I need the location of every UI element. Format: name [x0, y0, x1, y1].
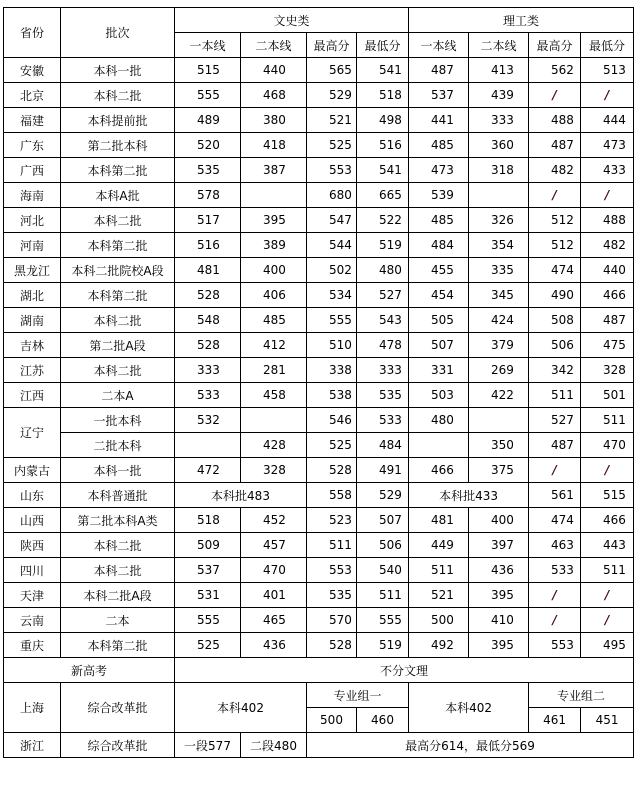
province-row — [4, 583, 634, 608]
shandong-row — [4, 483, 634, 508]
score-cell: 507 — [357, 508, 409, 533]
batch-cell: 本科二批A段 — [61, 583, 175, 608]
score-cell: 466 — [581, 508, 634, 533]
score-cell: 535 — [175, 158, 241, 183]
batch-cell: 本科第二批 — [61, 233, 175, 258]
score-cell: 520 — [175, 133, 241, 158]
score-cell: / — [581, 608, 634, 633]
batch-cell: 本科第二批 — [61, 283, 175, 308]
score-cell: 460 — [357, 708, 409, 733]
score-cell: 457 — [241, 533, 307, 558]
score-cell: 440 — [241, 58, 307, 83]
score-cell: / — [581, 83, 634, 108]
xingaokao-row — [4, 658, 634, 683]
score-cell: 354 — [469, 233, 529, 258]
province-row — [4, 533, 634, 558]
score-cell: 529 — [307, 83, 357, 108]
province-row — [4, 558, 634, 583]
province-cell: 河南 — [4, 233, 61, 258]
batch-cell: 本科一批 — [61, 458, 175, 483]
score-cell: 455 — [409, 258, 469, 283]
score-cell: / — [529, 83, 581, 108]
score-cell: 537 — [409, 83, 469, 108]
score-cell: 492 — [409, 633, 469, 658]
score-table-wrapper — [3, 7, 634, 758]
header-wenshi: 文史类 — [175, 8, 409, 33]
score-cell: 541 — [357, 158, 409, 183]
batch-cell: 本科普通批 — [61, 483, 175, 508]
score-cell: 318 — [469, 158, 529, 183]
score-cell: 480 — [409, 408, 469, 433]
batch-cell: 本科第二批 — [61, 633, 175, 658]
score-cell: 516 — [175, 233, 241, 258]
score-cell: 500 — [307, 708, 357, 733]
score-cell: / — [529, 583, 581, 608]
liaoning-row-1 — [4, 408, 634, 433]
shanghai-row-1 — [4, 683, 634, 708]
score-cell: 578 — [175, 183, 241, 208]
score-cell: / — [581, 583, 634, 608]
score-cell: 345 — [469, 283, 529, 308]
score-cell: 527 — [357, 283, 409, 308]
score-cell: 515 — [581, 483, 634, 508]
score-cell: 511 — [409, 558, 469, 583]
province-cell: 黑龙江 — [4, 258, 61, 283]
province-cell: 江苏 — [4, 358, 61, 383]
batch-cell: 二本 — [61, 608, 175, 633]
score-cell: 528 — [307, 633, 357, 658]
batch-cell: 二本A — [61, 383, 175, 408]
province-cell: 内蒙古 — [4, 458, 61, 483]
batch-cell: 综合改革批 — [61, 683, 175, 733]
score-cell: 482 — [529, 158, 581, 183]
score-cell: 473 — [409, 158, 469, 183]
score-cell: 508 — [529, 308, 581, 333]
header-col: 二本线 — [241, 33, 307, 58]
shanghai-line-a: 本科402 — [175, 683, 307, 733]
score-cell: 525 — [307, 433, 357, 458]
score-cell: 395 — [469, 583, 529, 608]
score-cell: 539 — [409, 183, 469, 208]
score-cell: 400 — [241, 258, 307, 283]
score-cell: 465 — [241, 608, 307, 633]
province-row — [4, 633, 634, 658]
score-cell: 488 — [581, 208, 634, 233]
score-cell: 495 — [581, 633, 634, 658]
province-cell: 海南 — [4, 183, 61, 208]
score-cell: 466 — [409, 458, 469, 483]
score-cell: 529 — [357, 483, 409, 508]
score-cell: 360 — [469, 133, 529, 158]
batch-cell: 第二批本科A类 — [61, 508, 175, 533]
score-cell: / — [529, 608, 581, 633]
score-cell: 562 — [529, 58, 581, 83]
batch-cell: 本科一批 — [61, 58, 175, 83]
score-cell: 561 — [529, 483, 581, 508]
score-cell: 413 — [469, 58, 529, 83]
score-cell: 535 — [357, 383, 409, 408]
score-cell: 544 — [307, 233, 357, 258]
score-cell: 466 — [581, 283, 634, 308]
xingaokao-note: 不分文理 — [175, 658, 634, 683]
score-cell: 516 — [357, 133, 409, 158]
score-cell: 395 — [469, 633, 529, 658]
shanghai-line-c: 本科402 — [409, 683, 529, 733]
score-cell: 333 — [175, 358, 241, 383]
score-cell: 509 — [175, 533, 241, 558]
batch-cell: 本科二批 — [61, 533, 175, 558]
score-cell: 532 — [175, 408, 241, 433]
province-cell: 陕西 — [4, 533, 61, 558]
score-cell: 513 — [581, 58, 634, 83]
score-cell: 474 — [529, 258, 581, 283]
header-col: 一本线 — [409, 33, 469, 58]
score-cell: 475 — [581, 333, 634, 358]
shanghai-group-2: 专业组二 — [529, 683, 634, 708]
score-cell: 555 — [307, 308, 357, 333]
score-cell: 333 — [357, 358, 409, 383]
batch-cell: 本科二批 — [61, 358, 175, 383]
score-cell: 424 — [469, 308, 529, 333]
batch-cell: 本科提前批 — [61, 108, 175, 133]
header-col: 最低分 — [357, 33, 409, 58]
score-cell: 518 — [175, 508, 241, 533]
score-cell: 537 — [175, 558, 241, 583]
batch-cell: 本科二批 — [61, 308, 175, 333]
header-col: 最高分 — [529, 33, 581, 58]
score-cell: 389 — [241, 233, 307, 258]
province-cell: 辽宁 — [4, 408, 61, 458]
batch-cell: 本科二批 — [61, 558, 175, 583]
batch-cell: 第二批A段 — [61, 333, 175, 358]
score-cell: 397 — [469, 533, 529, 558]
score-cell: 439 — [469, 83, 529, 108]
score-cell: 489 — [175, 108, 241, 133]
score-cell: 543 — [357, 308, 409, 333]
score-cell: 468 — [241, 83, 307, 108]
score-cell: 511 — [307, 533, 357, 558]
batch-cell: 本科二批 — [61, 208, 175, 233]
score-cell: 528 — [307, 458, 357, 483]
score-cell: 518 — [357, 83, 409, 108]
score-cell: 400 — [469, 508, 529, 533]
province-cell: 山西 — [4, 508, 61, 533]
score-cell: 502 — [307, 258, 357, 283]
score-cell: 515 — [175, 58, 241, 83]
score-cell — [409, 433, 469, 458]
province-cell: 重庆 — [4, 633, 61, 658]
province-cell: 江西 — [4, 383, 61, 408]
score-cell — [469, 183, 529, 208]
score-cell: 519 — [357, 633, 409, 658]
shandong-ligong-line: 本科批433 — [409, 483, 529, 508]
score-cell: 451 — [581, 708, 634, 733]
score-cell: 522 — [357, 208, 409, 233]
score-cell: 436 — [469, 558, 529, 583]
batch-cell: 本科第二批 — [61, 158, 175, 183]
batch-cell: 本科二批院校A段 — [61, 258, 175, 283]
header-col: 二本线 — [469, 33, 529, 58]
score-cell: 338 — [307, 358, 357, 383]
score-cell: 485 — [241, 308, 307, 333]
batch-cell: 本科二批 — [61, 83, 175, 108]
province-cell: 广东 — [4, 133, 61, 158]
score-cell: 510 — [307, 333, 357, 358]
province-row — [4, 383, 634, 408]
score-cell: 525 — [175, 633, 241, 658]
score-cell: 444 — [581, 108, 634, 133]
province-row — [4, 58, 634, 83]
score-cell: 488 — [529, 108, 581, 133]
score-cell: 511 — [581, 408, 634, 433]
score-cell: 472 — [175, 458, 241, 483]
score-cell: 553 — [307, 158, 357, 183]
province-row — [4, 233, 634, 258]
score-cell: 487 — [409, 58, 469, 83]
score-cell: 528 — [175, 283, 241, 308]
score-cell: 470 — [581, 433, 634, 458]
score-cell: 461 — [529, 708, 581, 733]
zhejiang-row — [4, 733, 634, 758]
score-cell: 401 — [241, 583, 307, 608]
admission-score-table — [3, 7, 634, 758]
score-cell: 517 — [175, 208, 241, 233]
batch-cell: 第二批本科 — [61, 133, 175, 158]
score-cell — [241, 183, 307, 208]
score-cell: 443 — [581, 533, 634, 558]
score-cell: 541 — [357, 58, 409, 83]
score-cell: 440 — [581, 258, 634, 283]
score-cell: 474 — [529, 508, 581, 533]
score-cell: 506 — [529, 333, 581, 358]
score-cell — [175, 433, 241, 458]
score-cell: 534 — [307, 283, 357, 308]
score-cell: 487 — [529, 133, 581, 158]
score-cell: 387 — [241, 158, 307, 183]
score-cell: 500 — [409, 608, 469, 633]
neimenggu-row — [4, 458, 634, 483]
province-row — [4, 283, 634, 308]
shandong-wenshi-line: 本科批483 — [175, 483, 307, 508]
province-cell: 湖北 — [4, 283, 61, 308]
zhejiang-d2: 二段480 — [241, 733, 307, 758]
batch-cell: 一批本科 — [61, 408, 175, 433]
score-cell: 463 — [529, 533, 581, 558]
header-col: 一本线 — [175, 33, 241, 58]
province-cell: 安徽 — [4, 58, 61, 83]
score-cell: 281 — [241, 358, 307, 383]
score-cell: 422 — [469, 383, 529, 408]
province-cell: 山东 — [4, 483, 61, 508]
score-cell — [241, 408, 307, 433]
province-cell: 四川 — [4, 558, 61, 583]
score-cell: 521 — [307, 108, 357, 133]
score-cell: 379 — [469, 333, 529, 358]
header-batch: 批次 — [61, 8, 175, 58]
zhejiang-d1: 一段577 — [175, 733, 241, 758]
score-cell: 482 — [581, 233, 634, 258]
score-cell: 511 — [529, 383, 581, 408]
score-cell: 519 — [357, 233, 409, 258]
province-cell: 浙江 — [4, 733, 61, 758]
score-cell: 410 — [469, 608, 529, 633]
score-cell: 470 — [241, 558, 307, 583]
table-body — [4, 8, 634, 758]
province-row — [4, 333, 634, 358]
batch-cell: 二批本科 — [61, 433, 175, 458]
province-row — [4, 308, 634, 333]
province-row — [4, 508, 634, 533]
score-cell: 535 — [307, 583, 357, 608]
province-row — [4, 108, 634, 133]
score-cell: 512 — [529, 233, 581, 258]
score-cell: 533 — [175, 383, 241, 408]
score-cell: 452 — [241, 508, 307, 533]
score-cell: 478 — [357, 333, 409, 358]
header-province: 省份 — [4, 8, 61, 58]
score-cell: 406 — [241, 283, 307, 308]
score-cell: 380 — [241, 108, 307, 133]
score-cell: 491 — [357, 458, 409, 483]
score-cell: 487 — [581, 308, 634, 333]
province-row — [4, 358, 634, 383]
score-cell: 490 — [529, 283, 581, 308]
province-cell: 广西 — [4, 158, 61, 183]
zhejiang-summary: 最高分614，最低分569 — [307, 733, 634, 758]
score-cell: 481 — [175, 258, 241, 283]
score-cell: 326 — [469, 208, 529, 233]
score-cell: 521 — [409, 583, 469, 608]
province-row — [4, 208, 634, 233]
score-cell: / — [581, 458, 634, 483]
province-cell: 北京 — [4, 83, 61, 108]
score-cell: 501 — [581, 383, 634, 408]
province-row — [4, 608, 634, 633]
province-row — [4, 183, 634, 208]
score-cell: 484 — [409, 233, 469, 258]
score-cell: 533 — [529, 558, 581, 583]
score-cell: 342 — [529, 358, 581, 383]
score-cell: 328 — [241, 458, 307, 483]
score-cell: / — [529, 458, 581, 483]
score-cell: 538 — [307, 383, 357, 408]
score-cell: 433 — [581, 158, 634, 183]
score-cell: 441 — [409, 108, 469, 133]
score-cell: 395 — [241, 208, 307, 233]
batch-cell: 综合改革批 — [61, 733, 175, 758]
score-cell: 523 — [307, 508, 357, 533]
score-cell: 525 — [307, 133, 357, 158]
score-cell: 507 — [409, 333, 469, 358]
province-cell: 河北 — [4, 208, 61, 233]
batch-cell: 本科A批 — [61, 183, 175, 208]
score-cell: 375 — [469, 458, 529, 483]
score-cell — [469, 408, 529, 433]
score-cell: 555 — [357, 608, 409, 633]
score-cell: 555 — [175, 608, 241, 633]
score-cell: 487 — [529, 433, 581, 458]
score-cell: 680 — [307, 183, 357, 208]
score-cell: 485 — [409, 208, 469, 233]
score-cell: 473 — [581, 133, 634, 158]
province-row — [4, 133, 634, 158]
score-cell: 484 — [357, 433, 409, 458]
province-cell: 吉林 — [4, 333, 61, 358]
score-cell: 511 — [581, 558, 634, 583]
score-cell: / — [581, 183, 634, 208]
score-cell: 531 — [175, 583, 241, 608]
score-cell: 449 — [409, 533, 469, 558]
province-cell: 福建 — [4, 108, 61, 133]
liaoning-row-2 — [4, 433, 634, 458]
shanghai-group-1: 专业组一 — [307, 683, 409, 708]
score-cell: 546 — [307, 408, 357, 433]
score-cell: 454 — [409, 283, 469, 308]
province-row — [4, 158, 634, 183]
score-cell: 512 — [529, 208, 581, 233]
score-cell: 350 — [469, 433, 529, 458]
score-cell: 558 — [307, 483, 357, 508]
score-cell: 540 — [357, 558, 409, 583]
score-cell: / — [529, 183, 581, 208]
score-cell: 565 — [307, 58, 357, 83]
score-cell: 418 — [241, 133, 307, 158]
score-cell: 485 — [409, 133, 469, 158]
score-cell: 480 — [357, 258, 409, 283]
score-cell: 481 — [409, 508, 469, 533]
score-cell: 553 — [529, 633, 581, 658]
score-cell: 511 — [357, 583, 409, 608]
score-cell: 269 — [469, 358, 529, 383]
score-cell: 528 — [175, 333, 241, 358]
score-cell: 436 — [241, 633, 307, 658]
province-cell: 湖南 — [4, 308, 61, 333]
score-cell: 428 — [241, 433, 307, 458]
province-row — [4, 83, 634, 108]
score-cell: 335 — [469, 258, 529, 283]
header-col: 最高分 — [307, 33, 357, 58]
score-cell: 570 — [307, 608, 357, 633]
score-cell: 331 — [409, 358, 469, 383]
province-cell: 上海 — [4, 683, 61, 733]
header-row-1 — [4, 8, 634, 33]
score-cell: 458 — [241, 383, 307, 408]
score-cell: 412 — [241, 333, 307, 358]
score-cell: 503 — [409, 383, 469, 408]
score-cell: 547 — [307, 208, 357, 233]
province-row — [4, 258, 634, 283]
score-cell: 328 — [581, 358, 634, 383]
header-col: 最低分 — [581, 33, 634, 58]
score-cell: 506 — [357, 533, 409, 558]
score-cell: 555 — [175, 83, 241, 108]
score-cell: 665 — [357, 183, 409, 208]
score-cell: 553 — [307, 558, 357, 583]
score-cell: 505 — [409, 308, 469, 333]
score-cell: 548 — [175, 308, 241, 333]
score-cell: 533 — [357, 408, 409, 433]
score-cell: 527 — [529, 408, 581, 433]
score-cell: 498 — [357, 108, 409, 133]
province-cell: 天津 — [4, 583, 61, 608]
xingaokao-label: 新高考 — [4, 658, 175, 683]
province-cell: 云南 — [4, 608, 61, 633]
header-ligong: 理工类 — [409, 8, 634, 33]
score-cell: 333 — [469, 108, 529, 133]
